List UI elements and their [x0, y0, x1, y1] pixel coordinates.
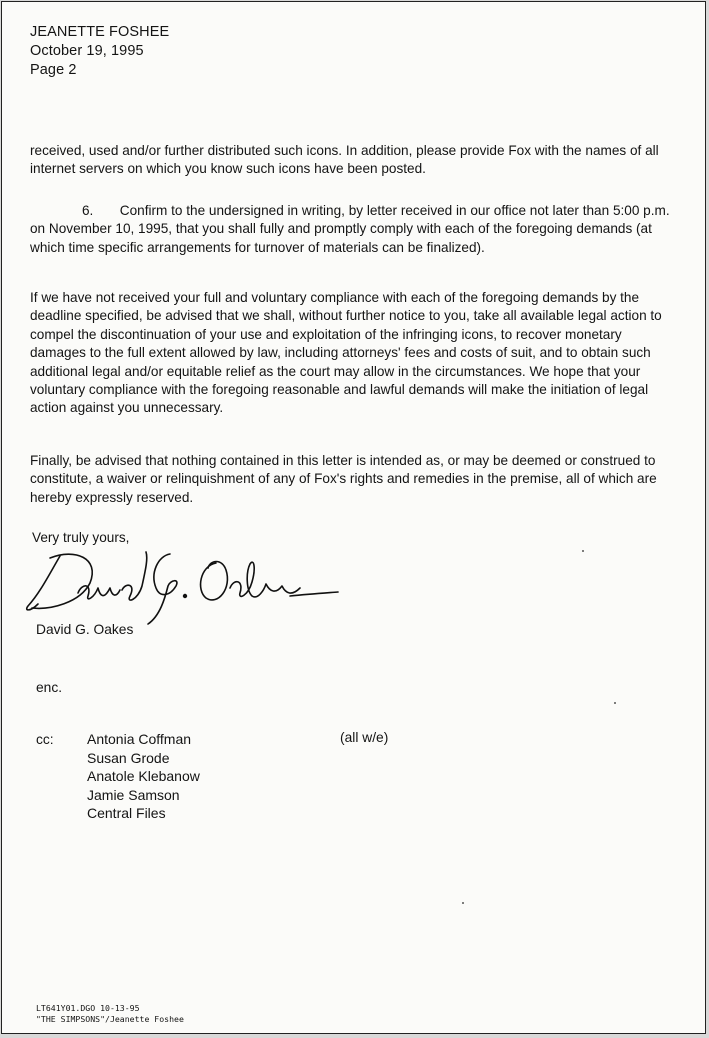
paragraph-reservation-of-rights: Finally, be advised that nothing contained in this letter is intended as, or may be deemed or construed to constitute, a waiver or relinquishment of any of Fox's rights and remedies in the premise, all of which are hereby expressly reserved. — [30, 453, 657, 505]
paragraph-demand-6: 6. Confirm to the undersigned in writing, by letter received in our office not later than 5:00 p.m. on November 10, 1995, that you shall fully and promptly comply with each of the foregoing demands (at which time specific arrangements for turnover of materials can be finalized). — [30, 203, 674, 255]
letter-date: October 19, 1995 — [30, 43, 144, 59]
closing-salutation: Very truly yours, — [32, 530, 130, 545]
letter-header — [30, 23, 169, 80]
paragraph-legal-action: If we have not received your full and voluntary compliance with each of the foregoing demands by the deadline specified, be advised that we shall, without further notice to you, take all available legal action to compel the discontinuation of your use and exploitation of the infringing icons, to recover monetary damages to the full extent allowed by law, including attorneys' fees and costs of suit, and to obtain such additional legal and/or equitable relief as the court may allow in the circumstances. We hope that your voluntary compliance with the foregoing reasonable and lawful demands will make the initiation of legal action against you unnecessary. — [30, 290, 662, 416]
cc-recipient: Susan Grode — [87, 749, 170, 766]
scan-speck — [614, 702, 616, 704]
page-number: Page 2 — [30, 62, 77, 78]
scan-speck — [582, 550, 584, 552]
cc-recipient: Antonia Coffman — [87, 731, 192, 747]
recipient-name: JEANETTE FOSHEE — [30, 24, 170, 40]
signer-name: David G. Oakes — [36, 622, 134, 637]
paragraph-continuation: received, used and/or further distributed such icons. In addition, please provide Fox with the names of all internet servers on which you know such icons have been posted. — [30, 143, 659, 177]
cc-recipient-list — [87, 730, 200, 823]
cc-recipient: Jamie Samson — [87, 786, 180, 803]
handwritten-signature — [20, 538, 340, 628]
letter-page — [1, 1, 706, 1034]
document-footer — [36, 1003, 184, 1025]
scan-speck — [462, 902, 464, 904]
cc-recipient: Central Files — [87, 805, 166, 822]
cc-label: cc: — [36, 732, 54, 747]
enclosure-notation: enc. — [36, 680, 63, 695]
footer-subject: "THE SIMPSONS"/Jeanette Foshee — [36, 1014, 184, 1024]
cc-enclosure-note: (all w/e) — [340, 730, 389, 745]
cc-recipient: Anatole Klebanow — [87, 768, 200, 785]
footer-file-code: LT641Y01.DGO 10-13-95 — [36, 1003, 140, 1013]
